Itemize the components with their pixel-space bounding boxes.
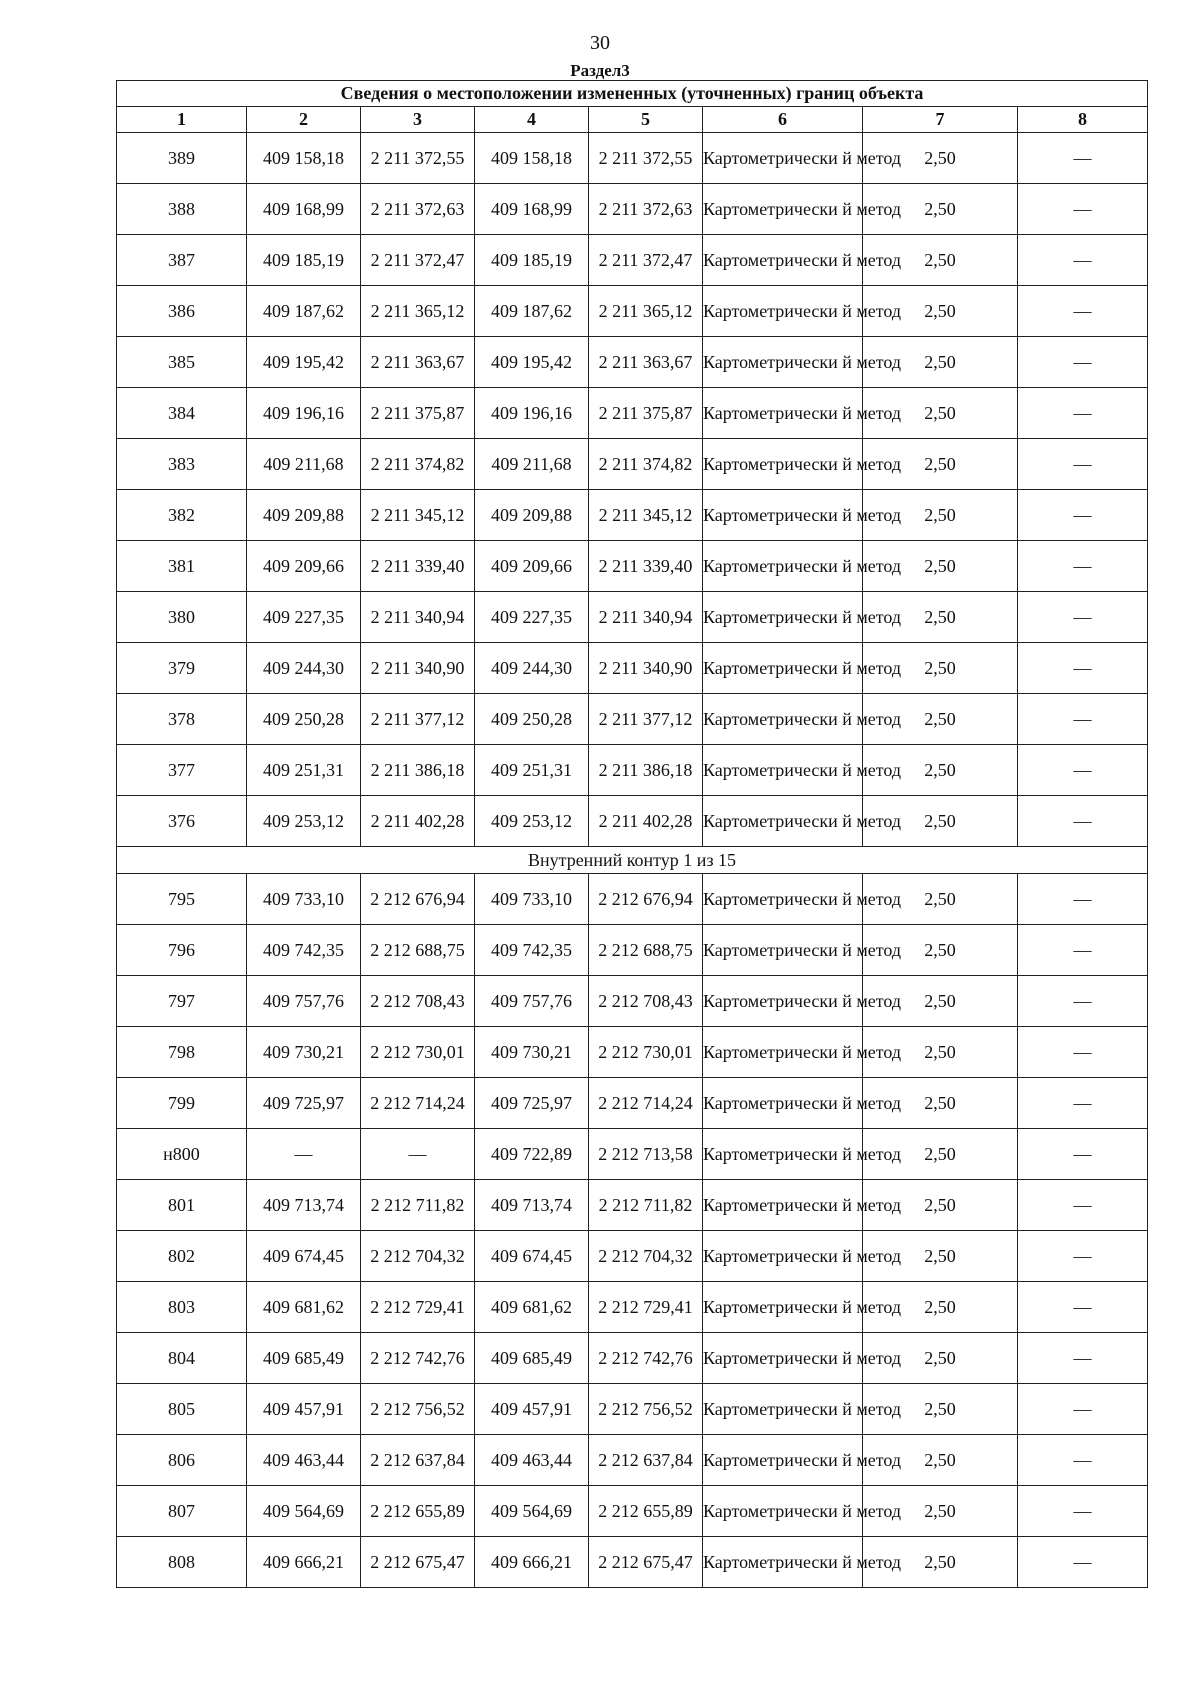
table-cell: — [1018,1129,1148,1180]
column-number-cell: 1 [117,107,247,133]
table-cell: Картометрически й метод [703,1180,863,1231]
contour-heading-row [117,847,1148,874]
table-cell: 409 457,91 [247,1384,361,1435]
table-cell: 409 244,30 [475,643,589,694]
table-row [117,439,1148,490]
table-cell: 2 211 365,12 [361,286,475,337]
table-cell: 798 [117,1027,247,1078]
table-row [117,1078,1148,1129]
table-cell: 2 212 729,41 [361,1282,475,1333]
table-cell: 2 212 688,75 [361,925,475,976]
table-cell: 2,50 [863,541,1018,592]
table-cell: 409 681,62 [247,1282,361,1333]
table-cell: 2 211 375,87 [589,388,703,439]
column-number-cell: 3 [361,107,475,133]
column-number-cell: 4 [475,107,589,133]
table-cell: 409 733,10 [247,874,361,925]
table-cell: 2 211 339,40 [589,541,703,592]
table-cell: 2 211 402,28 [589,796,703,847]
table-cell: 2 211 340,90 [361,643,475,694]
table-cell: 2 212 713,58 [589,1129,703,1180]
table-cell: 409 463,44 [247,1435,361,1486]
table-cell: 808 [117,1537,247,1588]
table-cell: 2,50 [863,1180,1018,1231]
table-cell: 409 457,91 [475,1384,589,1435]
table-row [117,1180,1148,1231]
table-cell: Картометрически й метод [703,1282,863,1333]
contour-heading: Внутренний контур 1 из 15 [117,847,1148,874]
table-cell: 2,50 [863,745,1018,796]
table-cell: Картометрически й метод [703,874,863,925]
table-cell: Картометрически й метод [703,439,863,490]
table-cell: 2,50 [863,286,1018,337]
table-cell: 2 212 730,01 [361,1027,475,1078]
table-cell: 2 212 655,89 [361,1486,475,1537]
table-cell: 801 [117,1180,247,1231]
table-cell: 2,50 [863,133,1018,184]
table-cell: 409 158,18 [475,133,589,184]
table-cell: 807 [117,1486,247,1537]
table-cell: 409 209,88 [247,490,361,541]
table-cell: 2,50 [863,643,1018,694]
table-cell: — [1018,235,1148,286]
table-cell: 2,50 [863,796,1018,847]
table-cell: 2 212 756,52 [361,1384,475,1435]
table-cell: 2 211 372,63 [361,184,475,235]
table-row [117,874,1148,925]
table-cell: Картометрически й метод [703,1486,863,1537]
table-cell: 409 227,35 [475,592,589,643]
table-cell: 2 211 374,82 [361,439,475,490]
column-number-cell: 2 [247,107,361,133]
table-cell: 409 742,35 [247,925,361,976]
table-row [117,1435,1148,1486]
table-cell: Картометрически й метод [703,490,863,541]
table-cell: 409 564,69 [475,1486,589,1537]
table-cell: — [1018,388,1148,439]
table-cell: 2 211 377,12 [361,694,475,745]
table-cell: 805 [117,1384,247,1435]
table-cell: — [1018,1180,1148,1231]
table-cell: Картометрически й метод [703,541,863,592]
table-cell: — [1018,490,1148,541]
table-cell: 409 195,42 [247,337,361,388]
table-cell: 2 211 340,94 [361,592,475,643]
table-cell: 409 158,18 [247,133,361,184]
table-cell: 409 725,97 [247,1078,361,1129]
table-cell: 2 211 374,82 [589,439,703,490]
table-cell: 2,50 [863,925,1018,976]
table-cell: Картометрически й метод [703,337,863,388]
table-cell: Картометрически й метод [703,133,863,184]
table-cell: 388 [117,184,247,235]
table-cell: Картометрически й метод [703,745,863,796]
table-cell: 2 212 730,01 [589,1027,703,1078]
table-cell: 2,50 [863,1486,1018,1537]
table-cell: 377 [117,745,247,796]
table-cell: 409 463,44 [475,1435,589,1486]
table-cell: 802 [117,1231,247,1282]
table-row [117,694,1148,745]
table-cell: Картометрически й метод [703,388,863,439]
table-cell: 2 212 708,43 [361,976,475,1027]
table-cell: 409 211,68 [247,439,361,490]
table-cell: — [1018,1333,1148,1384]
table-cell: 409 209,66 [247,541,361,592]
table-row [117,1027,1148,1078]
table-cell: 2,50 [863,592,1018,643]
table-cell: 2 212 676,94 [589,874,703,925]
table-cell: 376 [117,796,247,847]
table-cell: Картометрически й метод [703,796,863,847]
table-cell: 409 666,21 [475,1537,589,1588]
table-cell: — [1018,337,1148,388]
table-cell: 409 674,45 [475,1231,589,1282]
table-cell: 795 [117,874,247,925]
table-cell: — [1018,694,1148,745]
table-cell: 796 [117,925,247,976]
table-cell: 409 564,69 [247,1486,361,1537]
table-cell: 2 212 675,47 [589,1537,703,1588]
table-cell: Картометрически й метод [703,1078,863,1129]
table-cell: 385 [117,337,247,388]
table-cell: 409 685,49 [475,1333,589,1384]
table-row [117,1129,1148,1180]
table-cell: 409 685,49 [247,1333,361,1384]
table-cell: 2,50 [863,694,1018,745]
table-cell: Картометрически й метод [703,1384,863,1435]
table-cell: 409 196,16 [475,388,589,439]
column-number-cell: 7 [863,107,1018,133]
table-cell: 2,50 [863,1435,1018,1486]
section-title: Раздел3 [570,61,630,80]
table-row [117,388,1148,439]
table-cell: 2 212 704,32 [361,1231,475,1282]
table-cell: Картометрически й метод [703,592,863,643]
table-cell: Картометрически й метод [703,976,863,1027]
table-cell: 409 757,76 [475,976,589,1027]
table-cell: 2 211 375,87 [361,388,475,439]
table-row [117,133,1148,184]
table-cell: 2,50 [863,235,1018,286]
table-cell: 803 [117,1282,247,1333]
table-cell: 2 212 637,84 [589,1435,703,1486]
table-cell: 387 [117,235,247,286]
table-cell: — [1018,592,1148,643]
table-cell: 409 251,31 [475,745,589,796]
table-cell: 409 250,28 [247,694,361,745]
table-cell: 2 211 372,55 [361,133,475,184]
table-cell: 409 253,12 [247,796,361,847]
table-cell: 2,50 [863,1078,1018,1129]
table-cell: 2,50 [863,490,1018,541]
table-row [117,235,1148,286]
table-cell: Картометрически й метод [703,925,863,976]
table-title-row [117,81,1148,107]
table-cell: 409 725,97 [475,1078,589,1129]
table-cell: 2 212 742,76 [361,1333,475,1384]
table-row [117,1537,1148,1588]
table-cell: 797 [117,976,247,1027]
table-cell: 383 [117,439,247,490]
table-cell: 2 211 340,94 [589,592,703,643]
table-cell: 409 251,31 [247,745,361,796]
table-cell: 2 212 637,84 [361,1435,475,1486]
table-cell: 409 733,10 [475,874,589,925]
table-cell: 409 168,99 [475,184,589,235]
table-cell: 409 253,12 [475,796,589,847]
table-cell: 2 211 345,12 [361,490,475,541]
table-cell: 2,50 [863,1129,1018,1180]
table-cell: 409 187,62 [475,286,589,337]
column-number-cell: 8 [1018,107,1148,133]
table-row [117,1282,1148,1333]
table-cell: 409 187,62 [247,286,361,337]
table-cell: 409 713,74 [247,1180,361,1231]
table-cell: — [1018,439,1148,490]
table-cell: 2 212 675,47 [361,1537,475,1588]
table-cell: 2 211 339,40 [361,541,475,592]
table-cell: — [1018,184,1148,235]
table-cell: — [1018,925,1148,976]
table-cell: 381 [117,541,247,592]
table-cell: — [1018,133,1148,184]
table-cell: 2,50 [863,388,1018,439]
table-cell: 409 209,66 [475,541,589,592]
table-cell: 2 212 742,76 [589,1333,703,1384]
table-cell: — [1018,874,1148,925]
table-cell: 2 212 714,24 [589,1078,703,1129]
table-cell: — [1018,1435,1148,1486]
table-cell: — [1018,541,1148,592]
table-cell: 2 211 377,12 [589,694,703,745]
table-cell: 2 212 711,82 [589,1180,703,1231]
table-row [117,286,1148,337]
table-cell: 2 211 386,18 [361,745,475,796]
table-cell: 2 211 372,63 [589,184,703,235]
table-cell: 409 185,19 [475,235,589,286]
table-cell: н800 [117,1129,247,1180]
table-cell: 2 212 711,82 [361,1180,475,1231]
page-number: 30 [590,32,610,54]
table-cell: 409 168,99 [247,184,361,235]
table-cell: 2 211 363,67 [361,337,475,388]
table-cell: 409 185,19 [247,235,361,286]
table-cell: 409 730,21 [475,1027,589,1078]
table-cell: 409 681,62 [475,1282,589,1333]
table-row [117,1384,1148,1435]
table-row [117,541,1148,592]
table-cell: 2 211 386,18 [589,745,703,796]
table-cell: — [1018,643,1148,694]
table-cell: 2 211 340,90 [589,643,703,694]
table-row [117,337,1148,388]
table-row [117,745,1148,796]
table-cell: 2 211 402,28 [361,796,475,847]
table-cell: 409 244,30 [247,643,361,694]
table-row [117,490,1148,541]
table-cell: 2 211 365,12 [589,286,703,337]
table-cell: 2,50 [863,1027,1018,1078]
table-cell: 799 [117,1078,247,1129]
table-cell: 409 730,21 [247,1027,361,1078]
table-cell: 2 212 714,24 [361,1078,475,1129]
table-cell: — [1018,1231,1148,1282]
table-cell: — [1018,745,1148,796]
table-cell: 2,50 [863,1333,1018,1384]
table-cell: 2 212 688,75 [589,925,703,976]
table-cell: — [1018,1537,1148,1588]
table-cell: 2 212 708,43 [589,976,703,1027]
table-cell: 2 211 363,67 [589,337,703,388]
table-cell: 409 211,68 [475,439,589,490]
table-cell: — [247,1129,361,1180]
table-cell: Картометрически й метод [703,1027,863,1078]
table-cell: 386 [117,286,247,337]
column-number-cell: 5 [589,107,703,133]
table-cell: Картометрически й метод [703,1129,863,1180]
column-number-cell: 6 [703,107,863,133]
table-cell: 409 227,35 [247,592,361,643]
table-cell: — [1018,1282,1148,1333]
table-cell: 378 [117,694,247,745]
table-row [117,796,1148,847]
table-cell: Картометрически й метод [703,235,863,286]
table-cell: 806 [117,1435,247,1486]
table-cell: 2 212 756,52 [589,1384,703,1435]
boundary-coordinates-table [116,80,1148,1588]
table-cell: 2,50 [863,439,1018,490]
table-cell: 2,50 [863,976,1018,1027]
table-cell: — [1018,976,1148,1027]
table-cell: Картометрически й метод [703,1537,863,1588]
table-title: Сведения о местоположении измененных (уточненных) границ объекта [117,81,1148,107]
table-cell: 2 211 372,47 [589,235,703,286]
table-cell: 2,50 [863,184,1018,235]
table-cell: 2 211 345,12 [589,490,703,541]
table-cell: — [1018,1027,1148,1078]
table-cell: 2,50 [863,1282,1018,1333]
table-row [117,643,1148,694]
table-cell: — [1018,1384,1148,1435]
table-cell: 382 [117,490,247,541]
table-row [117,1333,1148,1384]
table-cell: 409 209,88 [475,490,589,541]
table-cell: 409 666,21 [247,1537,361,1588]
table-cell: 2 211 372,55 [589,133,703,184]
table-cell: Картометрически й метод [703,184,863,235]
table-cell: 389 [117,133,247,184]
table-cell: 2 212 704,32 [589,1231,703,1282]
table-cell: Картометрически й метод [703,694,863,745]
table-cell: — [1018,286,1148,337]
table-cell: — [361,1129,475,1180]
table-cell: — [1018,1486,1148,1537]
table-cell: 2,50 [863,1231,1018,1282]
table-row [117,1486,1148,1537]
table-cell: Картометрически й метод [703,1435,863,1486]
table-cell: 409 742,35 [475,925,589,976]
table-cell: 379 [117,643,247,694]
table-cell: 380 [117,592,247,643]
table-row [117,976,1148,1027]
table-cell: 409 722,89 [475,1129,589,1180]
table-cell: 384 [117,388,247,439]
table-cell: 2 212 676,94 [361,874,475,925]
table-cell: Картометрически й метод [703,643,863,694]
table-cell: 409 674,45 [247,1231,361,1282]
table-cell: 2 211 372,47 [361,235,475,286]
table-cell: — [1018,796,1148,847]
table-row [117,925,1148,976]
table-cell: 2,50 [863,337,1018,388]
table-cell: 2,50 [863,874,1018,925]
column-number-row [117,107,1148,133]
table-cell: Картометрически й метод [703,1333,863,1384]
table-row [117,592,1148,643]
table-row [117,1231,1148,1282]
table-cell: 2,50 [863,1384,1018,1435]
table-row [117,184,1148,235]
table-cell: 409 250,28 [475,694,589,745]
table-cell: 2 212 729,41 [589,1282,703,1333]
table-cell: Картометрически й метод [703,1231,863,1282]
table-cell: 804 [117,1333,247,1384]
table-cell: 2,50 [863,1537,1018,1588]
table-cell: 409 195,42 [475,337,589,388]
table-cell: 409 757,76 [247,976,361,1027]
table-cell: 409 196,16 [247,388,361,439]
table-cell: 2 212 655,89 [589,1486,703,1537]
table-cell: Картометрически й метод [703,286,863,337]
table-cell: — [1018,1078,1148,1129]
table-cell: 409 713,74 [475,1180,589,1231]
